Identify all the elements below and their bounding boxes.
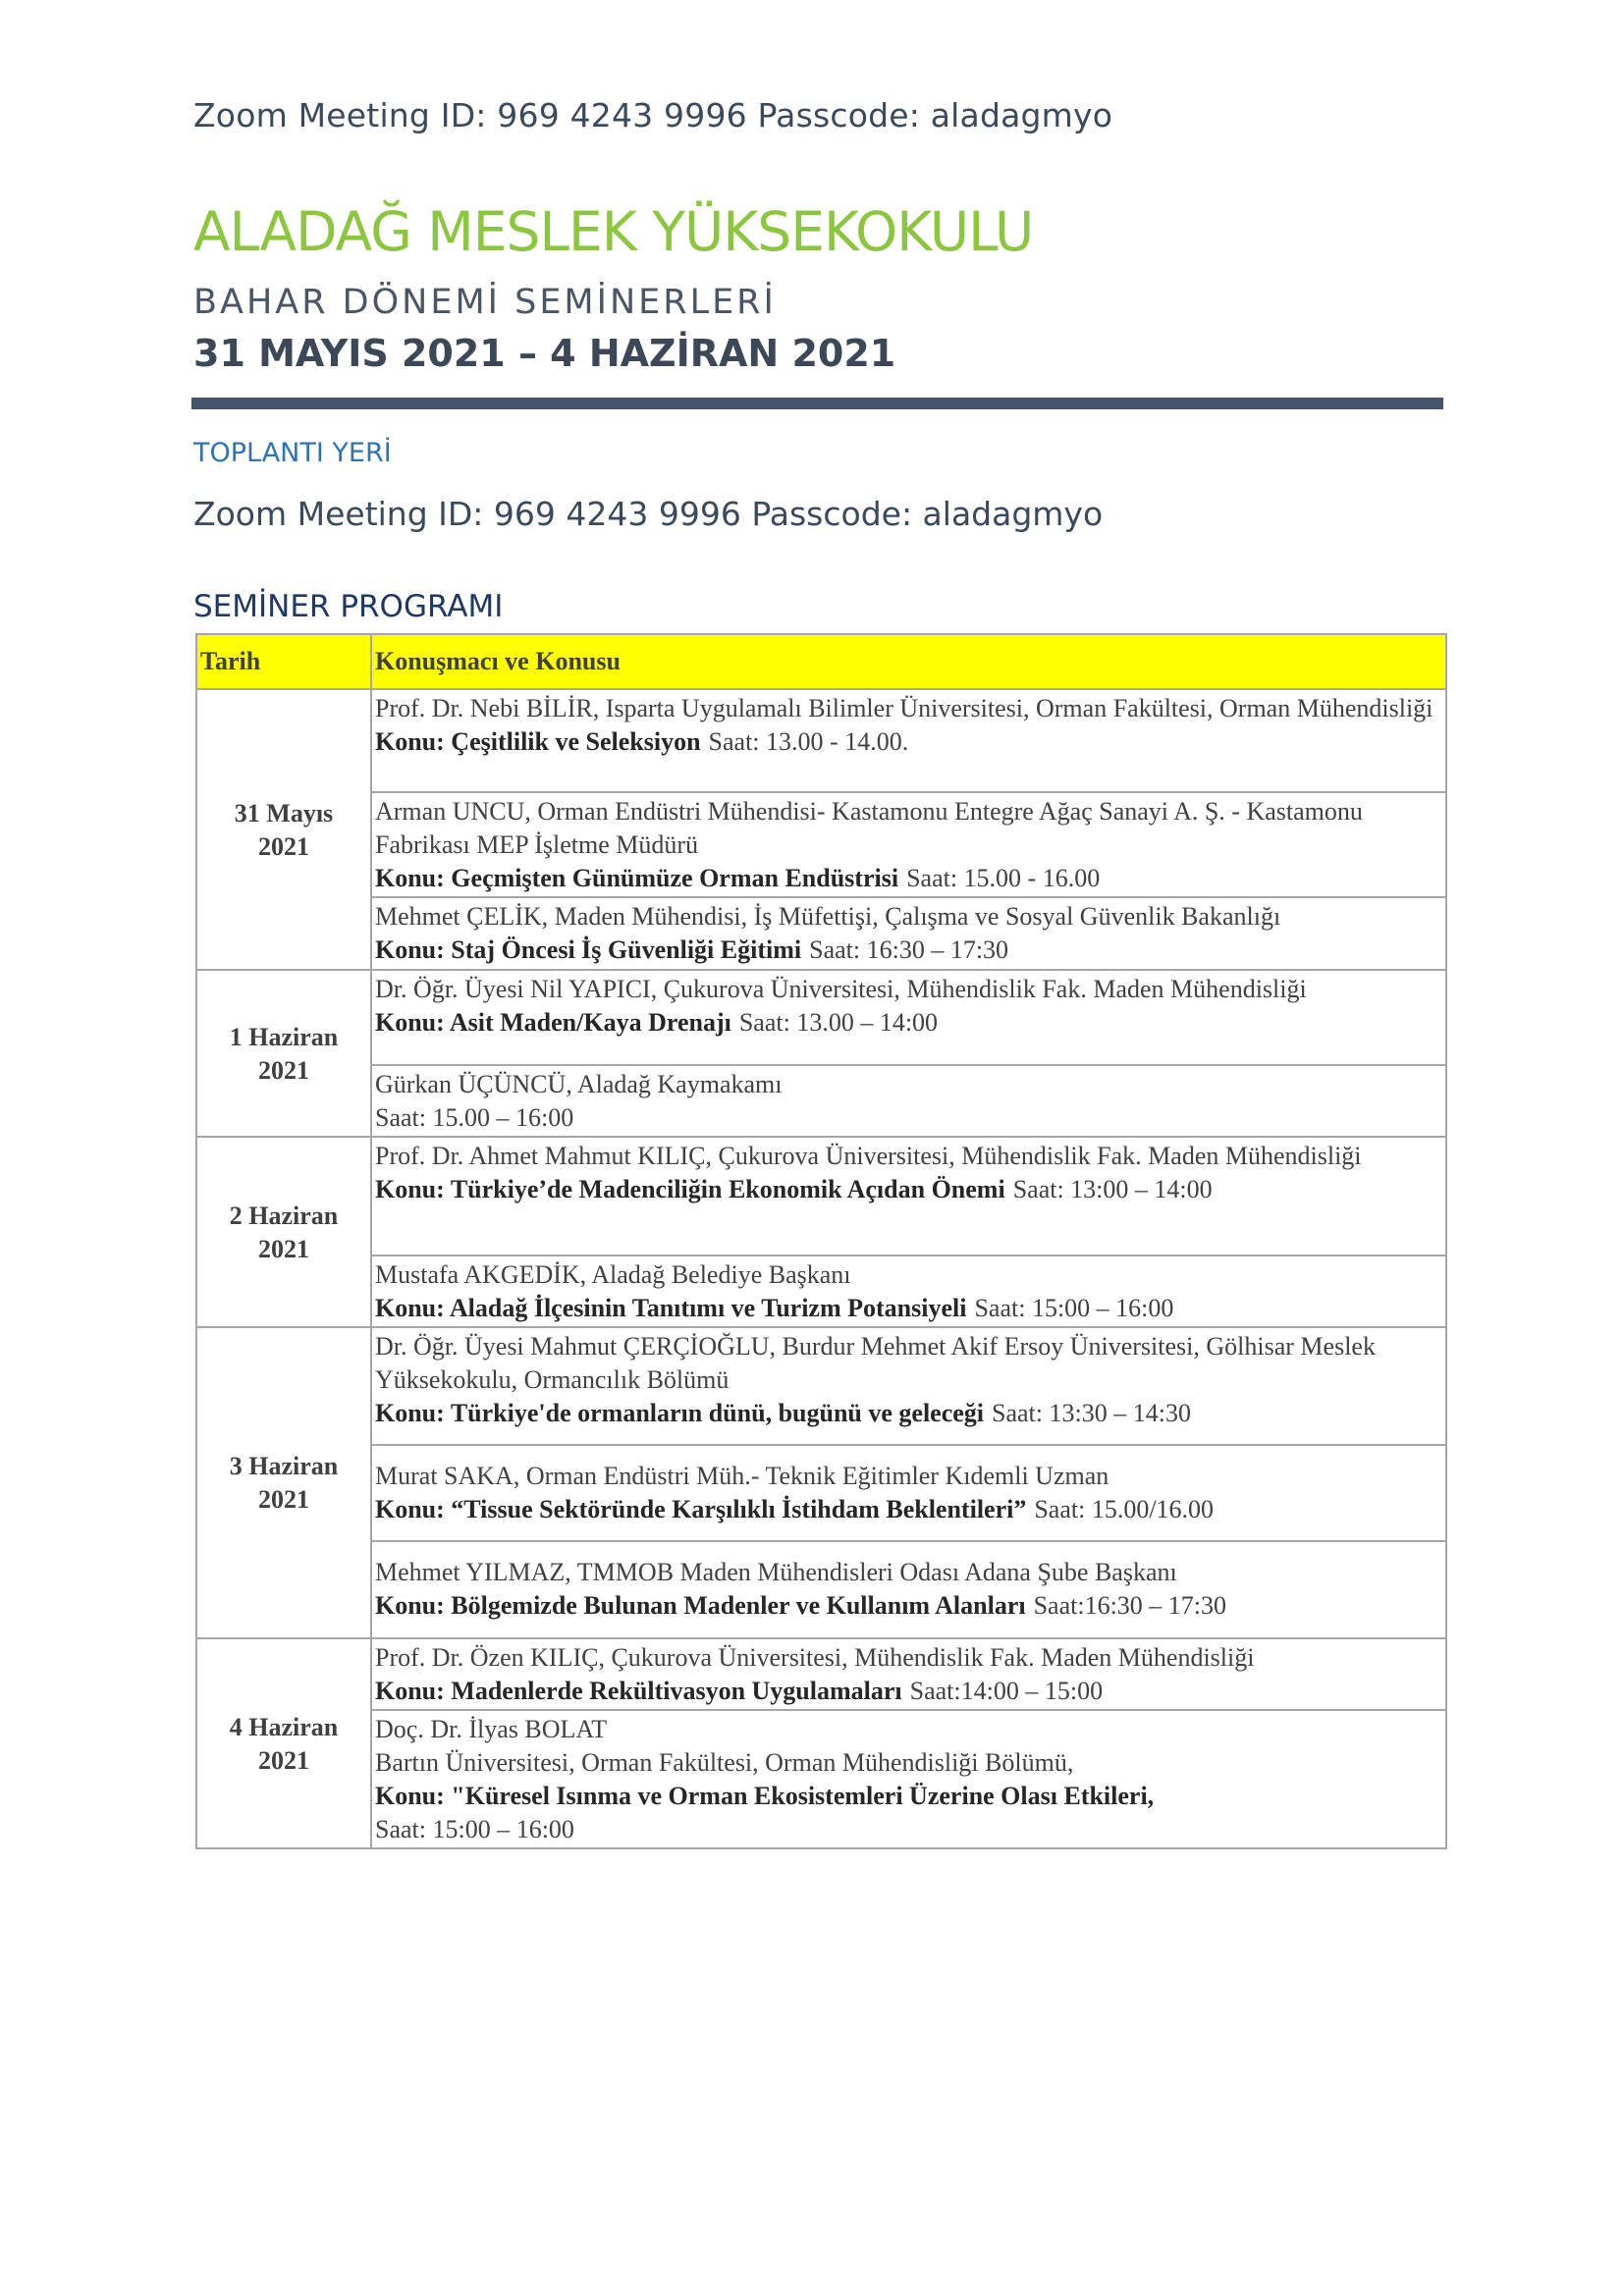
seminar-entry — [371, 1638, 1446, 1710]
speaker-text: Mehmet YILMAZ, TMMOB Maden Mühendisleri Odası Adana Şube Başkanı — [375, 1558, 1177, 1586]
time-text: Saat: 16:30 – 17:30 — [809, 935, 1009, 964]
date-cell — [196, 689, 371, 970]
header-divider — [191, 398, 1443, 409]
speaker-text: Prof. Dr. Nebi BİLİR, Isparta Uygulamalı Bilimler Üniversitesi, Orman Fakültesi, Orman Mühendisliği — [375, 694, 1434, 722]
venue-heading: TOPLANTI YERİ — [193, 438, 392, 468]
date-day: 1 Haziran — [229, 1022, 339, 1051]
time-text: Saat: 15.00 – 16:00 — [375, 1103, 574, 1132]
speaker-text: Murat SAKA, Orman Endüstri Müh.- Teknik Eğitimler Kıdemli Uzman — [375, 1462, 1109, 1490]
table-row — [196, 1327, 1446, 1445]
seminar-entry — [371, 897, 1446, 970]
table-row — [196, 1638, 1446, 1710]
header-date: Tarih — [196, 634, 371, 689]
seminar-schedule-table — [195, 633, 1447, 1849]
table-row — [196, 1065, 1446, 1137]
date-day: 2 Haziran — [229, 1201, 339, 1230]
seminar-entry — [371, 1445, 1446, 1541]
speaker-text: Dr. Öğr. Üyesi Mahmut ÇERÇİOĞLU, Burdur Mehmet Akif Ersoy Üniversitesi, Gölhisar Meslek Yüksekokulu, Ormancılık Bölümü — [375, 1332, 1376, 1394]
date-year: 2021 — [258, 1485, 309, 1514]
date-range: 31 MAYIS 2021 – 4 HAZİRAN 2021 — [193, 332, 896, 375]
speaker-affiliation: Bartın Üniversitesi, Orman Fakültesi, Orman Mühendisliği Bölümü, — [375, 1748, 1074, 1777]
date-year: 2021 — [258, 1745, 309, 1775]
speaker-text: Dr. Öğr. Üyesi Nil YAPICI, Çukurova Üniversitesi, Mühendislik Fak. Maden Mühendisliği — [375, 975, 1307, 1003]
table-row — [196, 1137, 1446, 1255]
time-text: Saat: 15:00 – 16:00 — [974, 1294, 1174, 1322]
table-row — [196, 1710, 1446, 1848]
date-day: 3 Haziran — [229, 1452, 339, 1480]
table-row — [196, 689, 1446, 792]
table-row — [196, 1255, 1446, 1327]
speaker-text: Doç. Dr. İlyas BOLAT — [375, 1715, 608, 1743]
topic-text: Konu: Türkiye'de ormanların dünü, bugünü ve geleceği — [375, 1399, 985, 1427]
topic-text: Konu: Madenlerde Rekültivasyon Uygulamaları — [375, 1677, 902, 1705]
seminar-entry — [371, 970, 1446, 1065]
seminar-entry — [371, 1255, 1446, 1327]
time-text: Saat:14:00 – 15:00 — [909, 1677, 1104, 1705]
time-text: Saat: 13.00 – 14:00 — [738, 1008, 939, 1037]
topic-text: Konu: "Küresel Isınma ve Orman Ekosistemleri Üzerine Olası Etkileri, — [375, 1782, 1155, 1810]
table-row — [196, 970, 1446, 1065]
time-text: Saat: 13:30 – 14:30 — [992, 1399, 1191, 1427]
topic-text: Konu: Staj Öncesi İş Güvenliği Eğitimi — [375, 935, 802, 964]
time-text: Saat: 15.00/16.00 — [1034, 1495, 1215, 1523]
seminar-entry — [371, 1137, 1446, 1255]
topic-text: Konu: Çeşitlilik ve Seleksiyon — [375, 727, 701, 756]
table-row — [196, 792, 1446, 897]
table-row — [196, 1541, 1446, 1638]
school-title: ALADAĞ MESLEK YÜKSEKOKULU — [193, 200, 1034, 263]
topic-text: Konu: Bölgemizde Bulunan Madenler ve Kullanım Alanları — [375, 1591, 1026, 1620]
time-text: Saat: 15:00 – 16:00 — [375, 1815, 574, 1843]
date-cell — [196, 1327, 371, 1638]
time-text: Saat: 13:00 – 14:00 — [1012, 1175, 1213, 1203]
date-day: 31 Mayıs — [234, 798, 334, 828]
date-year: 2021 — [258, 1234, 309, 1263]
table-header-row — [196, 634, 1446, 689]
speaker-text: Prof. Dr. Ahmet Mahmut KILIÇ, Çukurova Üniversitesi, Mühendislik Fak. Maden Mühendisliği — [375, 1142, 1362, 1170]
date-year: 2021 — [258, 1055, 309, 1085]
table-row — [196, 897, 1446, 970]
seminar-entry — [371, 792, 1446, 897]
table-row — [196, 1445, 1446, 1541]
seminar-entry — [371, 1710, 1446, 1848]
topic-text: Konu: Geçmişten Günümüze Orman Endüstrisi — [375, 864, 899, 892]
time-text: Saat: 15.00 - 16.00 — [906, 864, 1101, 892]
date-day: 4 Haziran — [229, 1712, 339, 1741]
speaker-text: Gürkan ÜÇÜNCÜ, Aladağ Kaymakamı — [375, 1070, 783, 1098]
date-cell — [196, 1638, 371, 1848]
seminar-entry — [371, 689, 1446, 792]
topic-text: Konu: Asit Maden/Kaya Drenajı — [375, 1008, 731, 1037]
date-cell — [196, 1137, 371, 1327]
seminar-entry — [371, 1541, 1446, 1638]
speaker-text: Arman UNCU, Orman Endüstri Mühendisi- Kastamonu Entegre Ağaç Sanayi A. Ş. - Kastamonu Fabrikası MEP İşletme Müdürü — [375, 797, 1363, 859]
date-year: 2021 — [258, 831, 309, 861]
seminar-entry — [371, 1327, 1446, 1445]
header-speaker: Konuşmacı ve Konusu — [371, 634, 1446, 689]
zoom-meeting-header: Zoom Meeting ID: 969 4243 9996 Passcode: aladagmyo — [193, 96, 1113, 134]
speaker-text: Mustafa AKGEDİK, Aladağ Belediye Başkanı — [375, 1260, 851, 1289]
seminar-subtitle: BAHAR DÖNEMİ SEMİNERLERİ — [193, 283, 777, 322]
speaker-text: Mehmet ÇELİK, Maden Mühendisi, İş Müfettişi, Çalışma ve Sosyal Güvenlik Bakanlığı — [375, 902, 1281, 931]
topic-text: Konu: “Tissue Sektöründe Karşılıklı İstihdam Beklentileri” — [375, 1495, 1027, 1523]
program-heading: SEMİNER PROGRAMI — [193, 589, 504, 624]
speaker-text: Prof. Dr. Özen KILIÇ, Çukurova Üniversitesi, Mühendislik Fak. Maden Mühendisliği — [375, 1643, 1255, 1672]
topic-text: Konu: Türkiye’de Madenciliğin Ekonomik Açıdan Önemi — [375, 1175, 1005, 1203]
venue-zoom-info: Zoom Meeting ID: 969 4243 9996 Passcode: aladagmyo — [193, 495, 1104, 533]
time-text: Saat: 13.00 - 14.00. — [708, 727, 909, 756]
topic-text: Konu: Aladağ İlçesinin Tanıtımı ve Turizm Potansiyeli — [375, 1294, 967, 1322]
seminar-entry — [371, 1065, 1446, 1137]
date-cell — [196, 970, 371, 1137]
time-text: Saat:16:30 – 17:30 — [1033, 1591, 1227, 1620]
